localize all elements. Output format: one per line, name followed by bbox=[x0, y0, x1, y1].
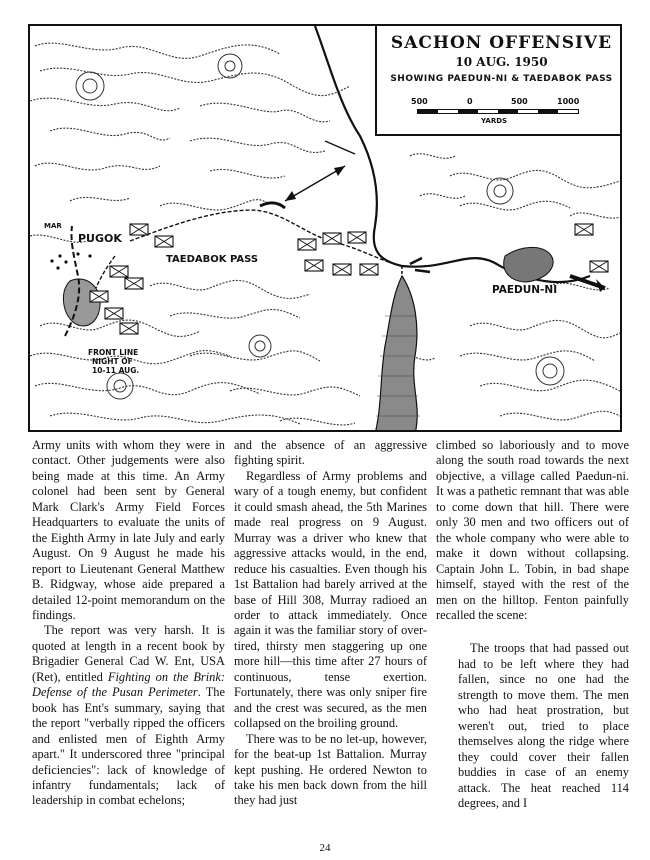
sachon-offensive-map bbox=[28, 24, 622, 432]
map-label-mar: MAR bbox=[44, 222, 62, 230]
paragraph: and the absence of an aggressive fighting spirit. bbox=[234, 438, 427, 468]
scale-unit: YARDS bbox=[481, 117, 508, 125]
scale-bar bbox=[411, 97, 591, 127]
scale-tick: 500 bbox=[511, 97, 528, 106]
page-number: 24 bbox=[319, 842, 331, 854]
text-column-3 bbox=[436, 438, 629, 811]
map-label-taedabok-pass: TAEDABOK PASS bbox=[166, 254, 259, 265]
paragraph: Army units with whom they were in contact. Other judgements were also being made at this time. An Army colonel had been sent by General Mark Clark's Army Field Forces Headquarters to evaluate the units of the Eighth Army in late July and early August. On 9 August he made his report to Lieutenant General Matthew B. Ridgway, whose aide prepared a detailed 12-point memorandum on the findings. bbox=[32, 438, 225, 622]
scale-tick: 1000 bbox=[557, 97, 580, 106]
map-legend-box bbox=[375, 24, 622, 136]
scale-tick: 500 bbox=[411, 97, 428, 106]
paragraph: There was to be no let-up, however, for the beat-up 1st Battalion. Murray kept pushing. He ordered Newton to take his men back down from the hill they had just bbox=[234, 731, 427, 808]
map-label-front-line: FRONT LINE bbox=[88, 348, 139, 357]
text-column-1 bbox=[32, 438, 225, 809]
book-title: Fighting on the Brink: Defense of the Pusan Perimeter bbox=[32, 669, 225, 700]
block-quote bbox=[458, 641, 629, 811]
map-label-pugok: PUGOK bbox=[78, 232, 122, 245]
map-label-paedun-ni: PAEDUN-NI bbox=[492, 284, 558, 296]
scale-bar-graphic bbox=[417, 109, 579, 114]
map-date: 10 AUG. 1950 bbox=[455, 55, 548, 69]
paragraph: Regardless of Army problems and wary of a tough enemy, but confident it could smash ahead, the 5th Marines made real progress on 9 August. Murray was a driver who knew that aggressive attacks would, in the end, reduce his casualties. Even though his 1st Battalion had barely arrived at the base of Hill 308, Murray radioed an order to attack immediately. Once again it was the familiar story of over-tired, thirsty men staggering up one more hill—this time after 27 hours of continuous, tense exertion. Fortunately, there was only sniper fire and the crest was secured, as the men collapsed on the broiling ground. bbox=[234, 468, 427, 731]
map-subtitle: SHOWING PAEDUN-NI & TAEDABOK PASS bbox=[390, 74, 613, 84]
quote-paragraph: The troops that had passed out had to be left where they had fallen, since no one had the strength to move them. The men who had heat prostration, but weren't out, tried to place themselves along the ridge where they could cover their fallen buddies in case of an enemy attack. The heat reached 114 degrees, and I bbox=[458, 641, 629, 810]
text-column-2 bbox=[234, 438, 427, 809]
map-title: SACHON OFFENSIVE bbox=[390, 33, 613, 53]
scale-tick: 0 bbox=[467, 97, 473, 106]
paragraph: climbed so laboriously and to move along the south road towards the next objective, a village called Paedun-ni. It was a pathetic remnant that was able to come down that hill. There were only 30 men and two officers out of the whole company who were able to make it down without collapsing. Captain John L. Tobin, in bad shape himself, stayed with the rest of the men on the hilltop. Fenton painfully recalled the scene: bbox=[436, 438, 629, 622]
map-label-front-line-date: 10-11 AUG. bbox=[92, 366, 140, 375]
paragraph: The report was very harsh. It is quoted at length in a recent book by Brigadier General Cad W. Ent, USA (Ret), entitled Fighting on the Brink: Defense of the Pusan Perimeter. The book has Ent's summary, saying that the report "verbally ripped the officers and enlisted men of Eighth Army apart." It underscored three "principal deficiencies": lack of knowledge of infantry fundamentals; lack of leadership in combat echelons; bbox=[32, 623, 225, 808]
map-label-front-line-night: NIGHT OF bbox=[92, 357, 133, 366]
